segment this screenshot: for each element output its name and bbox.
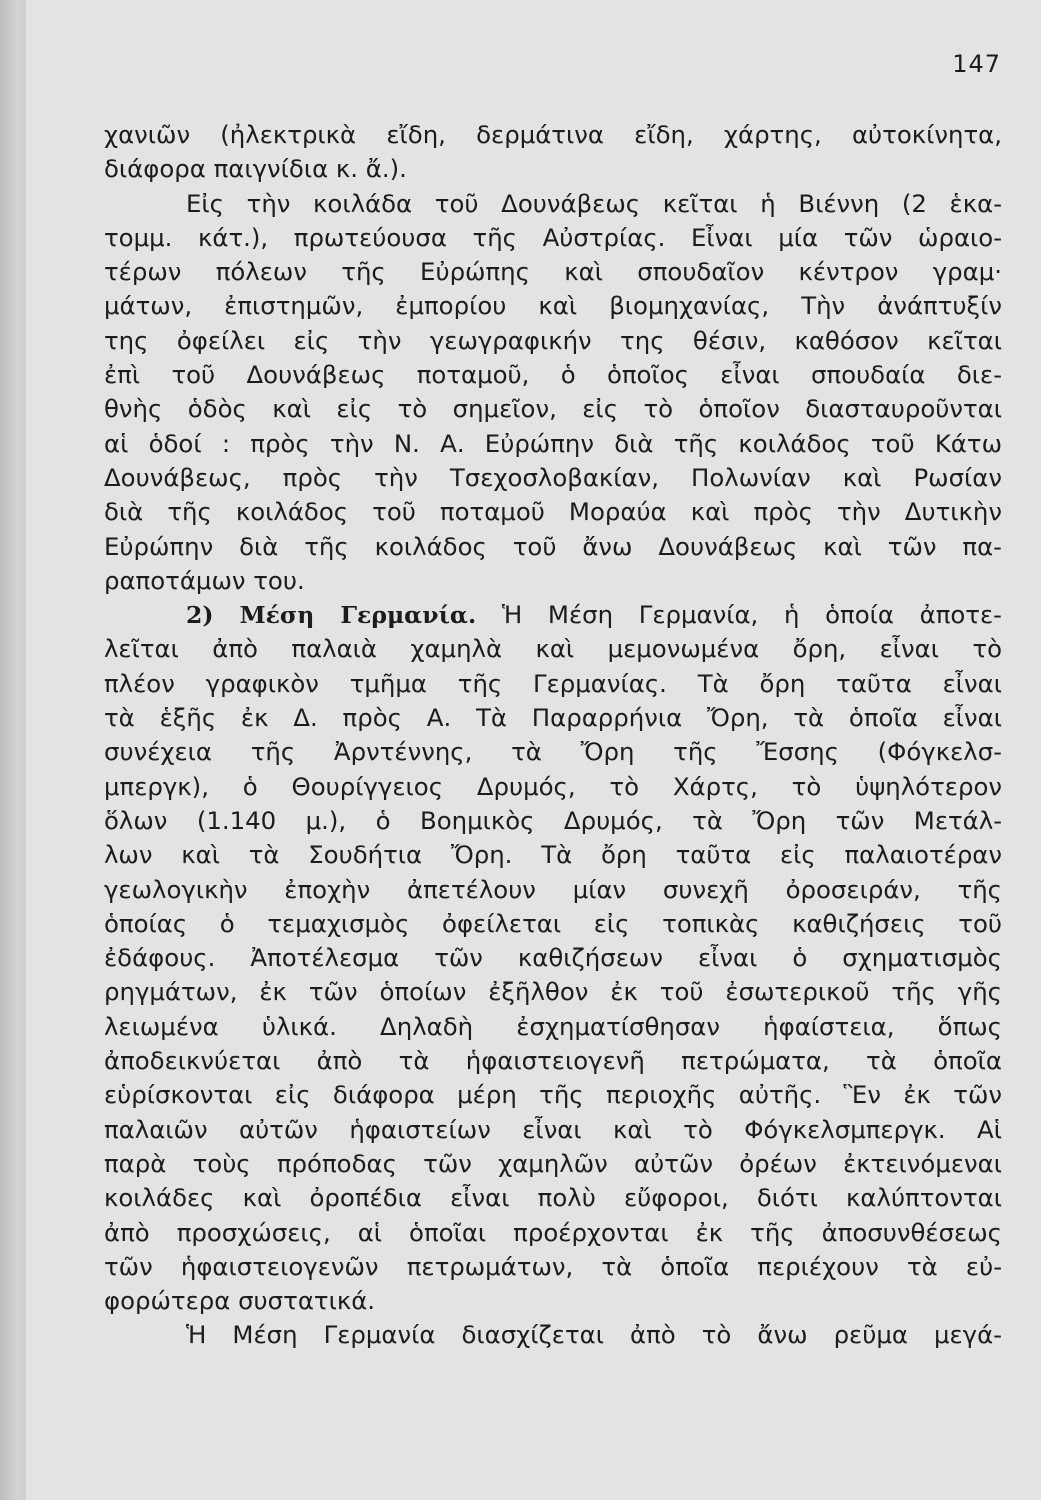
section-line — [104, 598, 1002, 632]
text-line: παλαιῶν αὐτῶν ἡφαιστείων εἶναι καὶ τὸ Φόγκελσμπεργκ. Αἱ — [104, 1114, 1002, 1144]
adjacent-page-edge — [0, 0, 27, 1500]
text-line: τέρων πόλεων τῆς Εὐρώπης καὶ σπουδαῖον κέντρον γραμ· — [104, 257, 1002, 287]
text-line: Εὐρώπην διὰ τῆς κοιλάδος τοῦ ἄνω Δουνάβεως καὶ τῶν πα- — [104, 531, 1002, 561]
text-line: ραποτάμων του. — [104, 565, 305, 595]
text-line: πλέον γραφικὸν τμῆμα τῆς Γερμανίας. Τὰ ὄρη ταῦτα εἶναι — [104, 668, 1002, 698]
text-line: Δουνάβεως, πρὸς τὴν Τσεχοσλοβακίαν, Πολωνίαν καὶ Ρωσίαν — [104, 462, 1002, 492]
text-line: μάτων, ἐπιστημῶν, ἐμπορίου καὶ βιομηχανίας, Τὴν ἀνάπτυξίν — [104, 291, 1002, 321]
text-line: κοιλάδες καὶ ὀροπέδια εἶναι πολὺ εὔφοροι, διότι καλύπτονται — [104, 1183, 1002, 1213]
text-line: ἐπὶ τοῦ Δουνάβεως ποταμοῦ, ὁ ὁποῖος εἶναι σπουδαία διε- — [104, 360, 1002, 390]
text-line: φορώτερα συστατικά. — [104, 1286, 376, 1316]
text-line: Ἡ Μέση Γερμανία διασχίζεται ἀπὸ τὸ ἄνω ρεῦμα μεγά- — [186, 1320, 1002, 1350]
text-line: λειωμένα ὑλικά. Δηλαδὴ ἐσχηματίσθησαν ἡφαίστεια, ὅπως — [104, 1011, 1002, 1041]
text-fragment: Ἡ Μέση Γερμανία, ἡ ὁποία ἀποτε- — [501, 600, 1002, 630]
text-line: διάφορα παιγνίδια κ. ἄ.). — [104, 154, 407, 184]
text-line: διὰ τῆς κοιλάδος τοῦ ποταμοῦ Μοραύα καὶ πρὸς τὴν Δυτικὴν — [104, 497, 1002, 527]
text-line: χανιῶν (ἠλεκτρικὰ εἴδη, δερμάτινα εἴδη, χάρτης, αὐτοκίνητα, — [104, 120, 1002, 149]
text-line: ὅλων (1.140 μ.), ὁ Βοημικὸς Δρυμός, τὰ Ὄρη τῶν Μετάλ- — [104, 805, 1002, 835]
text-line: ἐδάφους. Ἀποτέλεσμα τῶν καθιζήσεων εἶναι ὁ σχηματισμὸς — [104, 943, 1002, 973]
text-line: Εἰς τὴν κοιλάδα τοῦ Δουνάβεως κεῖται ἡ Βιέννη (2 ἑκα- — [186, 188, 1002, 218]
text-line: μπεργκ), ὁ Θουρίγγειος Δρυμός, τὸ Χάρτς, τὸ ὑψηλότερον — [104, 771, 1002, 801]
text-line: γεωλογικὴν ἐποχὴν ἀπετέλουν μίαν συνεχῆ ὀροσειράν, τῆς — [104, 874, 1002, 904]
text-line: εὑρίσκονται εἰς διάφορα μέρη τῆς περιοχῆς αὐτῆς. Ἓν ἐκ τῶν — [104, 1080, 1002, 1110]
body-text — [104, 118, 1002, 1353]
section-heading: 2) Μέση Γερμανία. — [186, 601, 477, 630]
text-line: παρὰ τοὺς πρόποδας τῶν χαμηλῶν αὐτῶν ὀρέων ἐκτεινόμεναι — [104, 1148, 1002, 1178]
text-line: λεῖται ἀπὸ παλαιὰ χαμηλὰ καὶ μεμονωμένα ὄρη, εἶναι τὸ — [104, 634, 1002, 664]
text-line: ρηγμάτων, ἐκ τῶν ὁποίων ἐξῆλθον ἐκ τοῦ ἐσωτερικοῦ τῆς γῆς — [104, 977, 1002, 1007]
text-line: ἀποδεικνύεται ἀπὸ τὰ ἡφαιστειογενῆ πετρώματα, τὰ ὁποῖα — [104, 1046, 1002, 1076]
text-line: τομμ. κάτ.), πρωτεύουσα τῆς Αὐστρίας. Εἶναι μία τῶν ὡραιο- — [104, 222, 1002, 252]
text-line: ὁποίας ὁ τεμαχισμὸς ὀφείλεται εἰς τοπικὰς καθιζήσεις τοῦ — [104, 908, 1002, 938]
text-line: αἱ ὁδοί : πρὸς τὴν Ν. Α. Εὐρώπην διὰ τῆς κοιλάδος τοῦ Κάτω — [104, 428, 1002, 458]
page-number: 147 — [952, 50, 1001, 78]
text-line: θνὴς ὁδὸς καὶ εἰς τὸ σημεῖον, εἰς τὸ ὁποῖον διασταυροῦνται — [104, 394, 1002, 424]
text-line: λων καὶ τὰ Σουδήτια Ὄρη. Τὰ ὄρη ταῦτα εἰς παλαιοτέραν — [104, 840, 1002, 870]
text-line: της ὀφείλει εἰς τὴν γεωγραφικήν της θέσιν, καθόσον κεῖται — [104, 325, 1002, 355]
book-page — [26, 0, 1041, 1500]
text-line: τὰ ἑξῆς ἐκ Δ. πρὸς Α. Τὰ Παραρρήνια Ὄρη, τὰ ὁποῖα εἶναι — [104, 703, 1002, 733]
text-line: ἀπὸ προσχώσεις, αἱ ὁποῖαι προέρχονται ἐκ τῆς ἀποσυνθέσεως — [104, 1217, 1002, 1247]
text-line: συνέχεια τῆς Ἀρντέννης, τὰ Ὄρη τῆς Ἔσσης (Φόγκελσ- — [104, 737, 1002, 767]
text-line: τῶν ἡφαιστειογενῶν πετρωμάτων, τὰ ὁποῖα περιέχουν τὰ εὐ- — [104, 1251, 1002, 1281]
